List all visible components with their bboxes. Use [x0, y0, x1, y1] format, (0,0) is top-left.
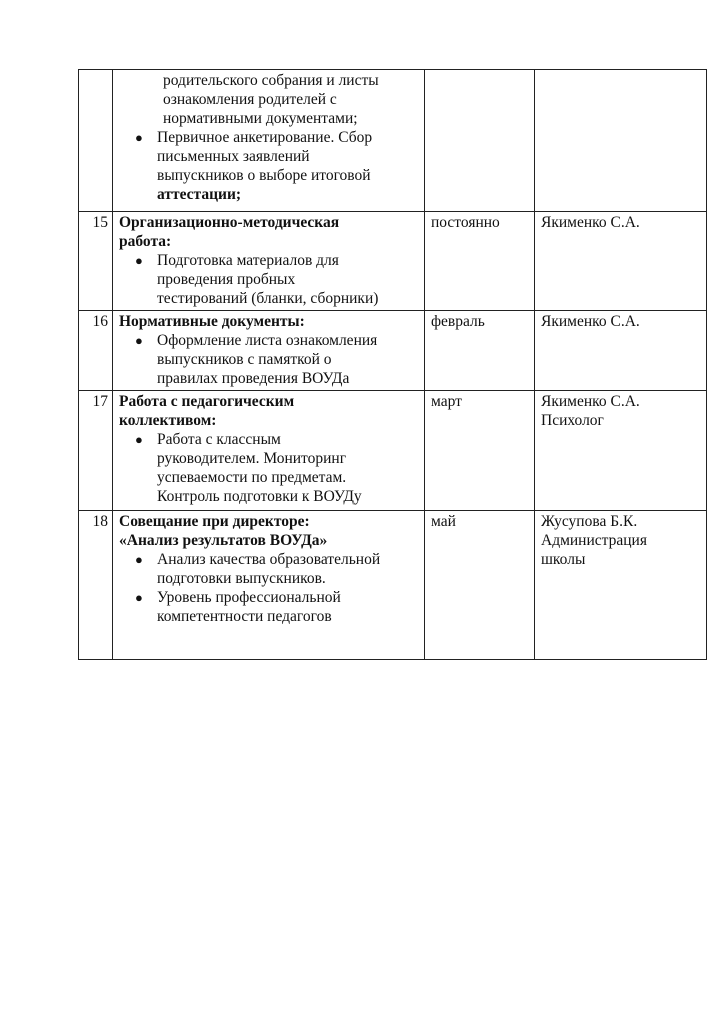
- item-line: выпускников с памяткой о: [157, 351, 332, 368]
- list-item: [135, 430, 418, 506]
- section-title: Нормативные документы:: [119, 313, 305, 330]
- bullet-icon: ●: [135, 432, 143, 447]
- responsible-name: Администрация: [541, 532, 647, 549]
- item-line: правилах проведения ВОУДа: [157, 370, 350, 387]
- bullet-list: [119, 251, 418, 308]
- bullet-list: [119, 331, 418, 388]
- continuation-line: родительского собрания и листы: [163, 72, 379, 89]
- item-line: Анализ качества образовательной: [157, 551, 381, 568]
- item-line: Контроль подготовки к ВОУДу: [157, 488, 362, 505]
- bullet-list: [119, 430, 418, 506]
- bullet-icon: ●: [135, 253, 143, 268]
- item-line: аттестации;: [157, 186, 242, 203]
- item-line: Оформление листа ознакомления: [157, 332, 378, 349]
- item-line: успеваемости по предметам.: [157, 469, 347, 486]
- responsible-name: школы: [541, 551, 586, 568]
- responsible-name: Якименко С.А.: [541, 214, 640, 231]
- section-title: Совещание при директоре:: [119, 513, 310, 530]
- activity-cell: [113, 212, 425, 311]
- activity-cell: [113, 391, 425, 511]
- date-cell: [425, 70, 535, 212]
- table-row: [79, 70, 707, 212]
- responsible-name: Якименко С.А.: [541, 393, 640, 410]
- section-title: Работа с педагогическим: [119, 393, 295, 410]
- responsible-cell: [535, 70, 707, 212]
- list-item: [135, 588, 418, 626]
- responsible-name: Психолог: [541, 412, 604, 429]
- item-line: тестирований (бланки, сборники): [157, 290, 379, 307]
- date-cell: февраль: [425, 311, 535, 391]
- bullet-icon: ●: [135, 590, 143, 605]
- responsible-name: Якименко С.А.: [541, 313, 640, 330]
- bullet-list: [119, 128, 418, 204]
- item-line: проведения пробных: [157, 271, 296, 288]
- row-number: [79, 70, 113, 212]
- table-row: [79, 391, 707, 511]
- table-row: [79, 311, 707, 391]
- section-title: коллективом:: [119, 412, 217, 429]
- date-cell: май: [425, 511, 535, 660]
- item-line: подготовки выпускников.: [157, 570, 326, 587]
- date-cell: март: [425, 391, 535, 511]
- item-line: Первичное анкетирование. Сбор: [157, 129, 373, 146]
- bullet-list: [119, 550, 418, 626]
- activity-cell: [113, 70, 425, 212]
- responsible-cell: [535, 511, 707, 660]
- item-line: Работа с классным: [157, 431, 281, 448]
- row-number: 17: [79, 391, 113, 511]
- item-line: Подготовка материалов для: [157, 252, 339, 269]
- bullet-icon: ●: [135, 333, 143, 348]
- date-cell: постоянно: [425, 212, 535, 311]
- item-line: руководителем. Мониторинг: [157, 450, 347, 467]
- item-line: письменных заявлений: [157, 148, 310, 165]
- bullet-icon: ●: [135, 130, 143, 145]
- section-title: «Анализ результатов ВОУДа»: [119, 532, 328, 549]
- row-number: 16: [79, 311, 113, 391]
- table-row: [79, 511, 707, 660]
- section-title: работа:: [119, 233, 172, 250]
- continuation-text: [119, 71, 418, 128]
- row-number: 15: [79, 212, 113, 311]
- table-row: [79, 212, 707, 311]
- item-line: компетентности педагогов: [157, 608, 332, 625]
- item-line: выпускников о выборе итоговой: [157, 167, 371, 184]
- list-item: [135, 550, 418, 588]
- bullet-icon: ●: [135, 552, 143, 567]
- continuation-line: нормативными документами;: [163, 110, 358, 127]
- item-line: Уровень профессиональной: [157, 589, 341, 606]
- responsible-cell: [535, 391, 707, 511]
- section-title: Организационно-методическая: [119, 214, 340, 231]
- list-item: [135, 128, 418, 204]
- responsible-name: Жусупова Б.К.: [541, 513, 638, 530]
- activity-table: [78, 69, 707, 660]
- activity-cell: [113, 311, 425, 391]
- list-item: [135, 251, 418, 308]
- responsible-cell: [535, 311, 707, 391]
- list-item: [135, 331, 418, 388]
- row-number: 18: [79, 511, 113, 660]
- continuation-line: ознакомления родителей с: [163, 91, 337, 108]
- activity-cell: [113, 511, 425, 660]
- responsible-cell: [535, 212, 707, 311]
